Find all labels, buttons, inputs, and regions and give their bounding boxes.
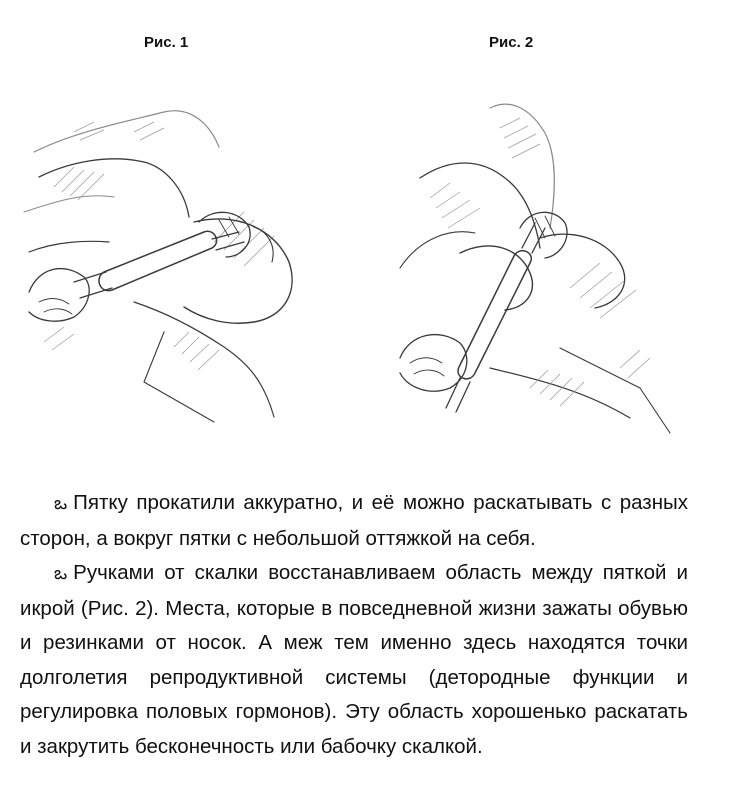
rolling-pin-heel-sketch <box>14 92 314 430</box>
paragraph-2-text: Ручками от скалки восстанавливаем область между пяткой и икрой (Рис. 2). Места, которые в повседневной жизни зажаты обувью и резинками от носок. А меж тем именно здесь находятся точки долголетия репродуктивной системы (детородные функции и регулировка половых гормонов). Эту область хорошенько раскатать и закрутить бесконечность или бабочку скалкой. <box>20 561 688 758</box>
paragraph-1-text: Пятку прокатили аккуратно, и её можно раскатывать с разных сторон, а вокруг пятки с небольшой оттяжкой на себя. <box>20 491 688 550</box>
figure-1-caption: Рис. 1 <box>144 34 189 51</box>
figure-2-illustration <box>380 88 680 443</box>
infinity-bullet-icon: ఒ <box>54 493 68 514</box>
infinity-bullet-icon: ఒ <box>54 563 68 584</box>
body-text <box>20 486 688 764</box>
paragraph-1 <box>20 486 688 556</box>
paragraph-2 <box>20 556 688 764</box>
figure-1-illustration <box>14 92 314 430</box>
figure-2-caption: Рис. 2 <box>489 34 534 51</box>
rolling-pin-calf-sketch <box>380 88 680 443</box>
